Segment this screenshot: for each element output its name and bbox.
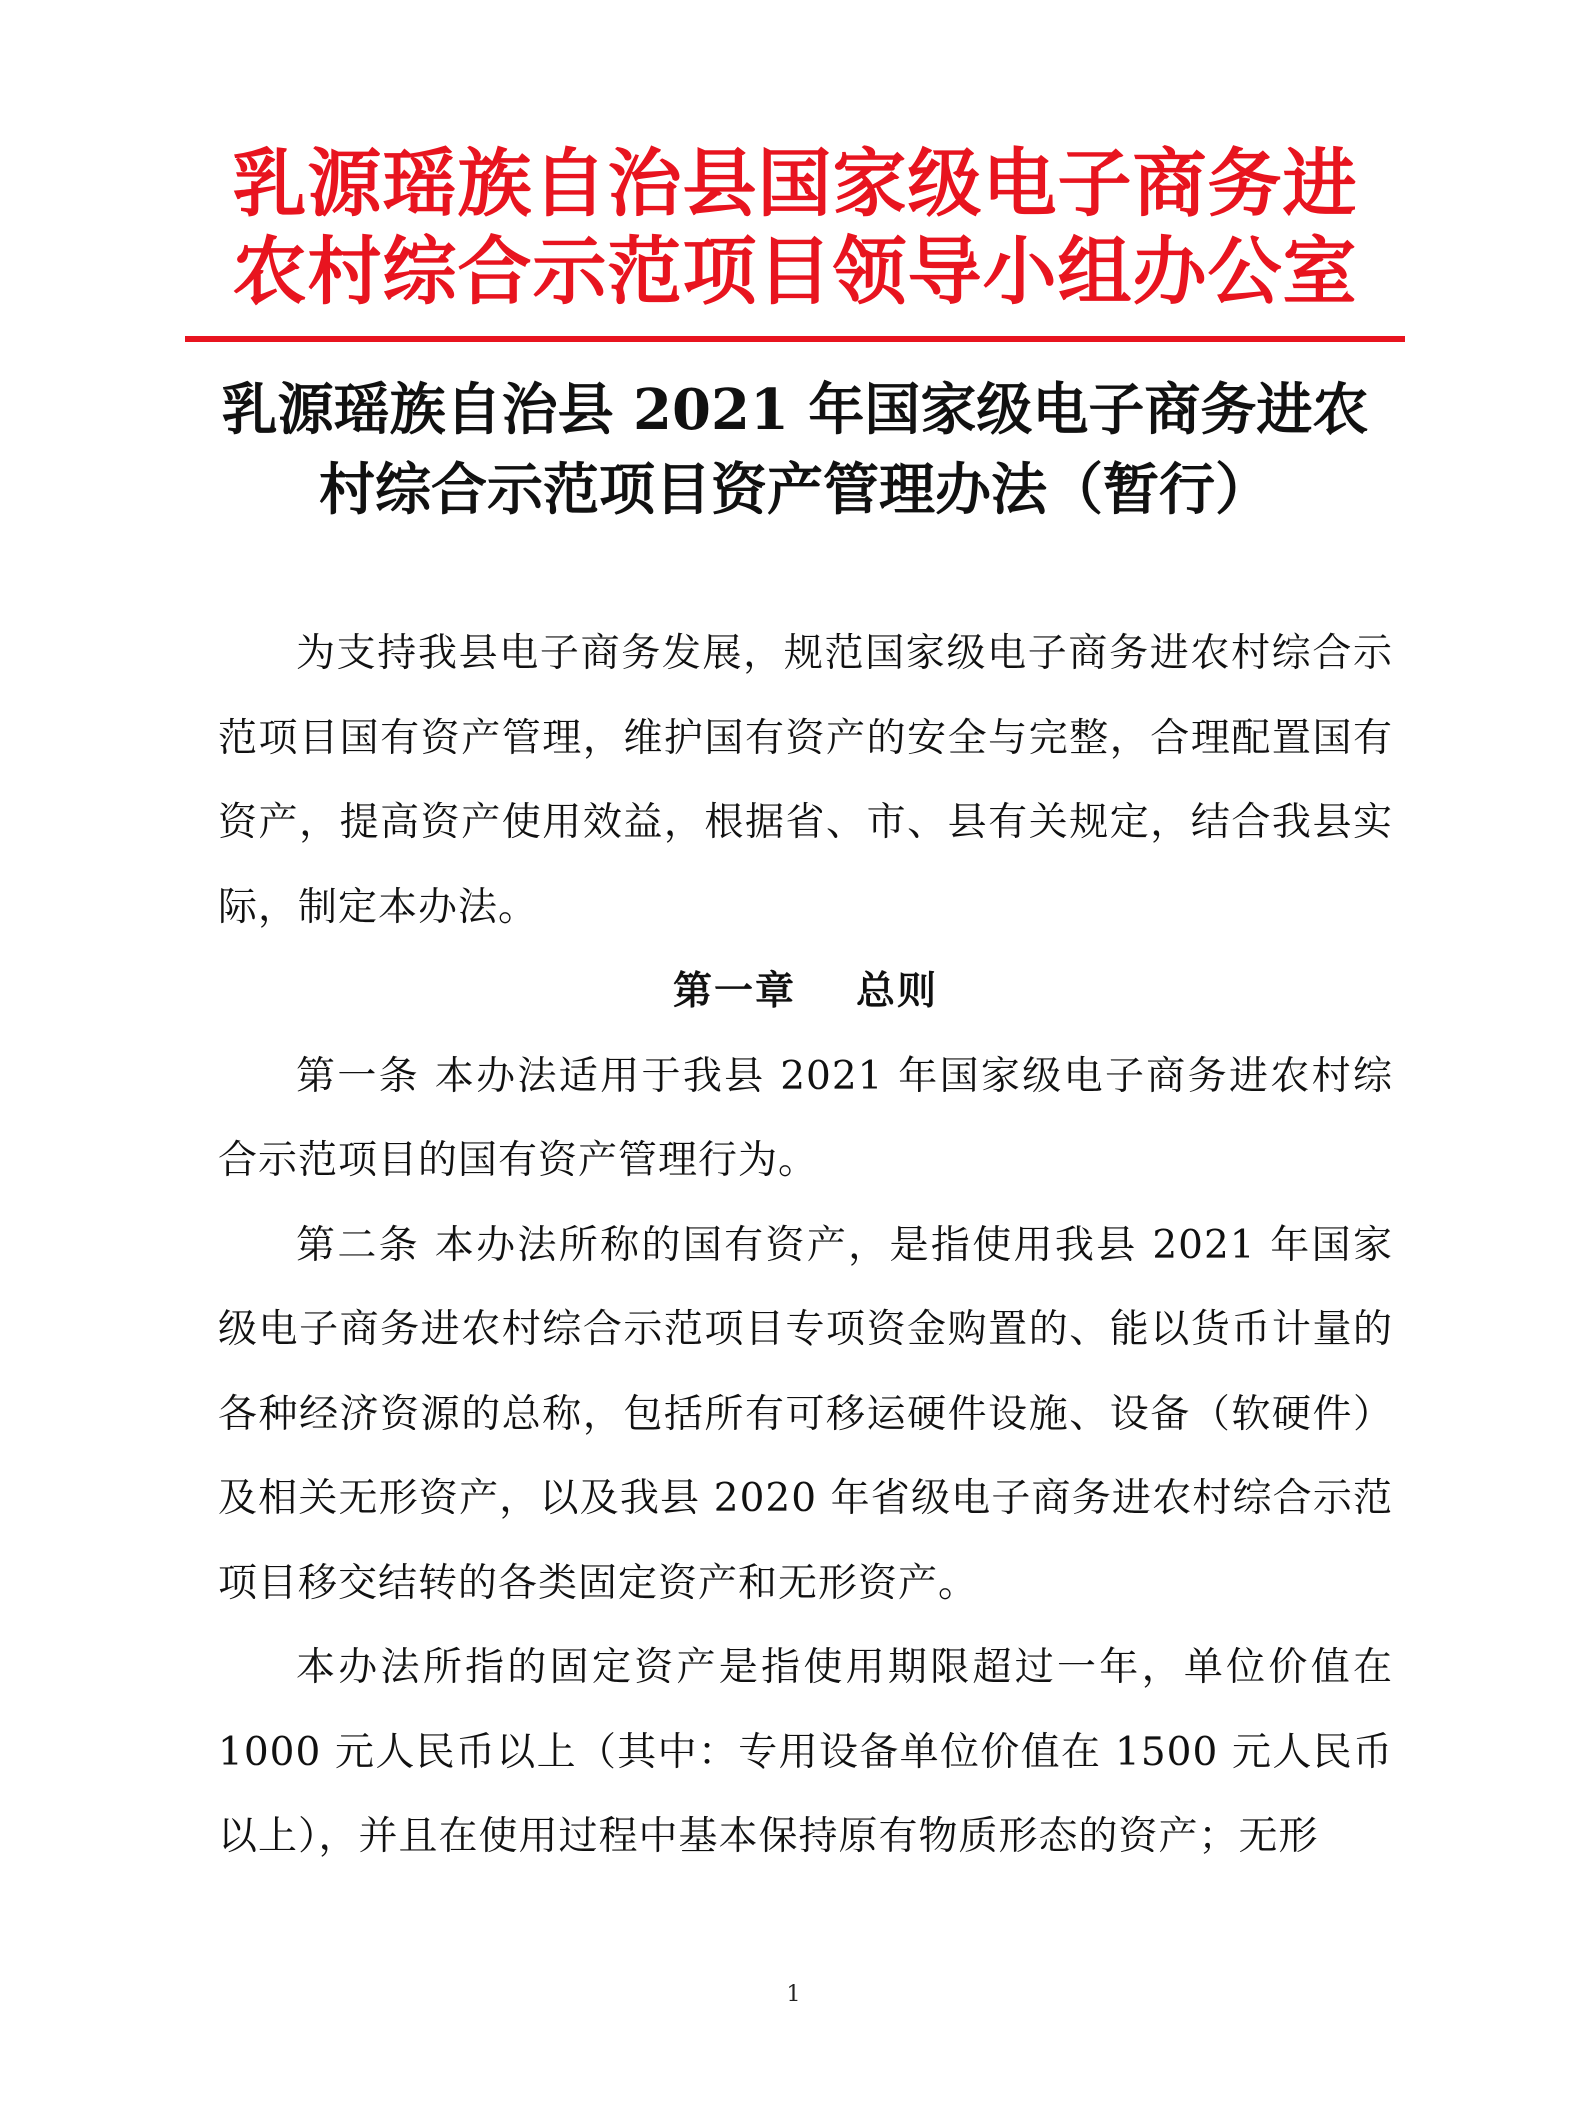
issuing-office-header xyxy=(185,140,1405,316)
header-line-2: 农村综合示范项目领导小组办公室 xyxy=(232,229,1358,315)
chapter-number: 第一章 xyxy=(672,969,796,1014)
red-divider-rule xyxy=(185,336,1405,342)
title-line-1: 乳源瑶族自治县 2021 年国家级电子商务进农 xyxy=(221,377,1369,443)
page-number: 1 xyxy=(786,1982,801,2007)
document-body xyxy=(218,612,1393,1880)
title-line-2: 村综合示范项目资产管理办法（暂行） xyxy=(319,457,1271,523)
document-title xyxy=(185,370,1405,530)
article-1-paragraph: 第一条 本办法适用于我县 2021 年国家级电子商务进农村综合示范项目的国有资产管理行为。 xyxy=(218,1053,1393,1183)
article-2-paragraph: 第二条 本办法所称的国有资产，是指使用我县 2021 年国家级电子商务进农村综合示范项目专项资金购置的、能以货币计量的各种经济资源的总称，包括所有可移运硬件设施、设备（软硬件）及相关无形资产，以及我县 2020 年省级电子商务进农村综合示范项目移交结转的各类固定资产和无形资产。 xyxy=(218,1222,1393,1606)
chapter-name: 总则 xyxy=(856,969,939,1014)
fixed-assets-paragraph: 本办法所指的固定资产是指使用期限超过一年，单位价值在 1000 元人民币以上（其中：专用设备单位价值在 1500 元人民币以上），并且在使用过程中基本保持原有物质形态的资产；无形 xyxy=(218,1645,1393,1859)
chapter-heading xyxy=(218,950,1393,1035)
header-line-1: 乳源瑶族自治县国家级电子商务进 xyxy=(232,141,1358,227)
intro-paragraph: 为支持我县电子商务发展，规范国家级电子商务进农村综合示范项目国有资产管理，维护国有资产的安全与完整，合理配置国有资产，提高资产使用效益，根据省、市、县有关规定，结合我县实际，制定本办法。 xyxy=(218,631,1393,930)
